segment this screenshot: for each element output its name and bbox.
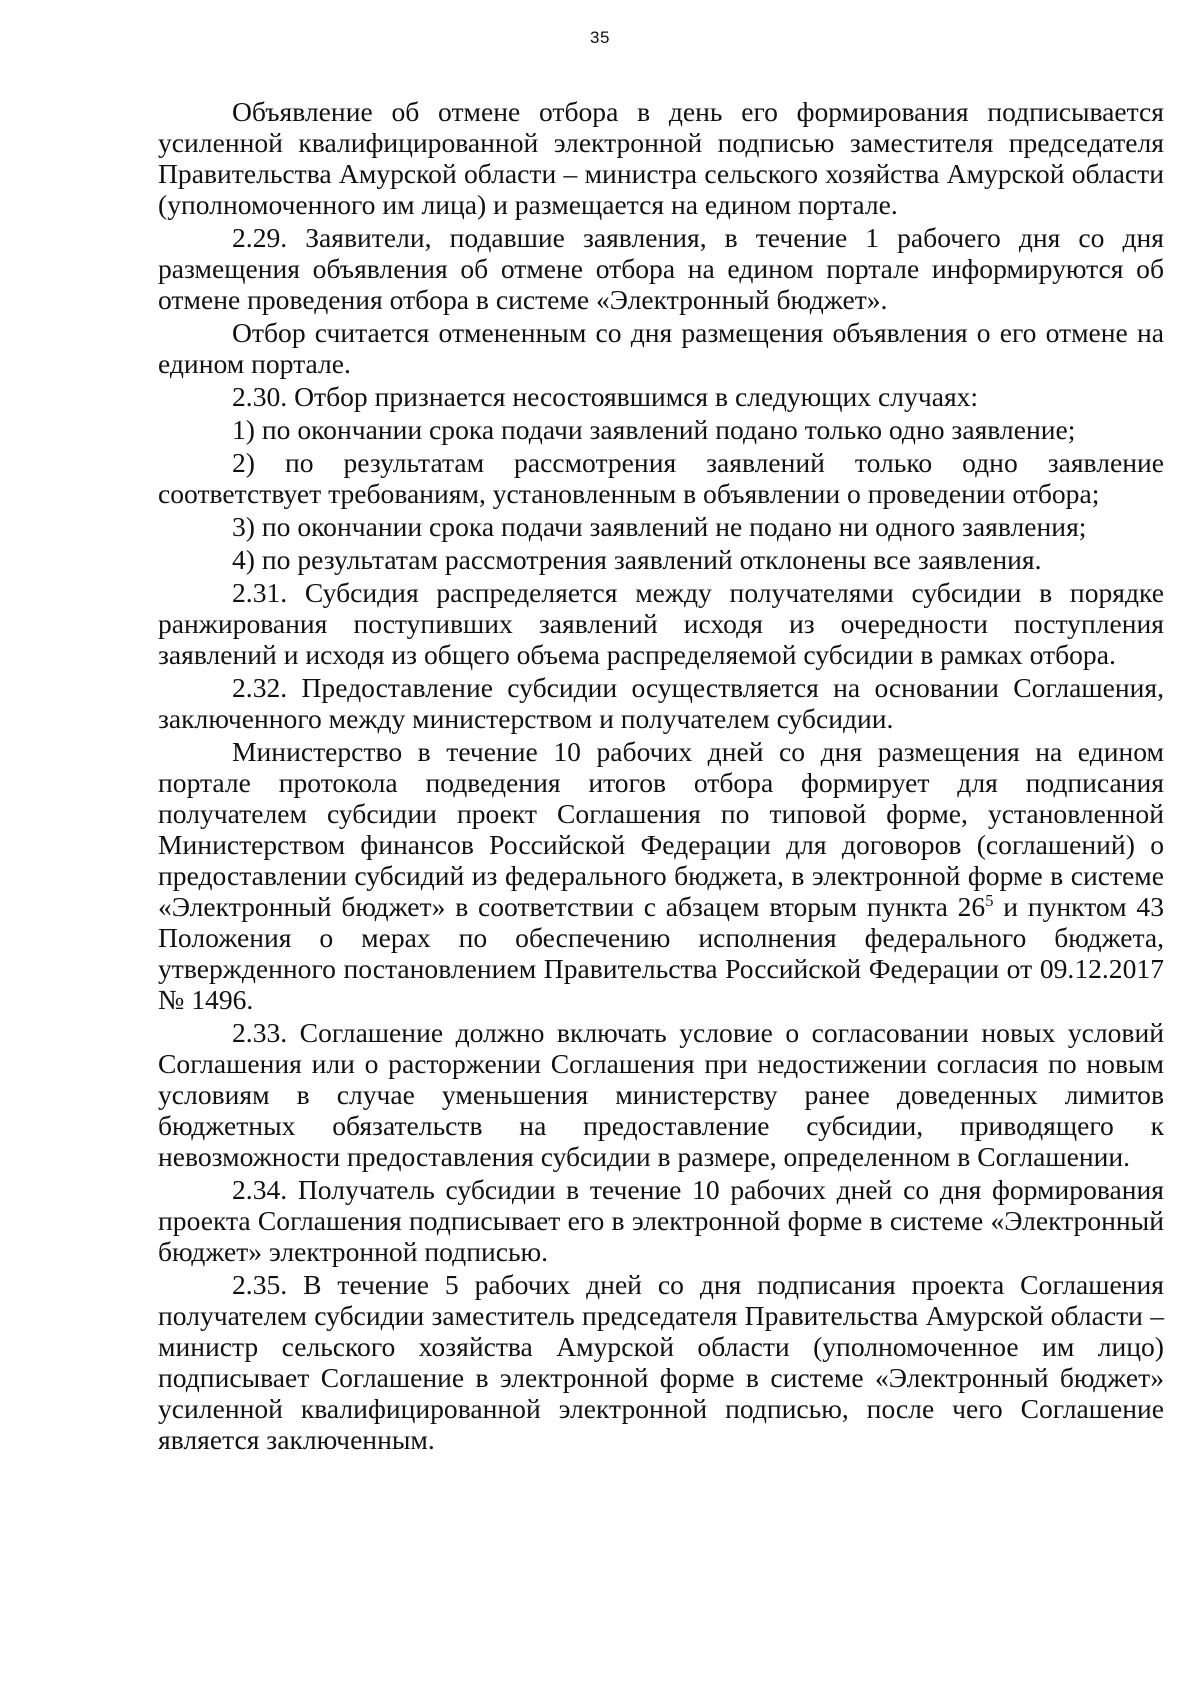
paragraph-selection-cancelled: Отбор считается отмененным со дня размещения объявления о его отмене на едином портале. <box>158 317 1164 379</box>
list-item-1: 1) по окончании срока подачи заявлений подано только одно заявление; <box>232 414 1076 445</box>
page-number: 35 <box>590 28 610 47</box>
paragraph-cancellation-signature: Объявление об отмене отбора в день его формирования подписывается усиленной квалифицированной электронной подписью заместителя председателя Правительства Амурской области – министра сельского хозяйства Амурской области (уполномоченного им лица) и размещается на едином портале. <box>158 96 1164 220</box>
paragraph-text-before-footnote: Министерство в течение 10 рабочих дней со дня размещения на едином портале протокола подведения итогов отбора формирует для подписания получателем субсидии проект Соглашения по типовой форме, установленной Министерством финансов Российской Федерации для договоров (соглашений) о предоставлении субсидий из федерального бюджета, в электронной форме в системе «Электронный бюджет» в соответствии с абзацем вторым пункта 26 <box>158 736 1164 922</box>
list-item-3: 3) по окончании срока подачи заявлений не подано ни одного заявления; <box>232 511 1087 542</box>
paragraph-2-32: 2.32. Предоставление субсидии осуществляется на основании Соглашения, заключенного между министерством и получателем субсидии. <box>158 672 1164 734</box>
list-item-4: 4) по результатам рассмотрения заявлений отклонены все заявления. <box>232 544 1042 575</box>
paragraph-2-29: 2.29. Заявители, подавшие заявления, в течение 1 рабочего дня со дня размещения объявления об отмене отбора на едином портале информируются об отмене проведения отбора в системе «Электронный бюджет». <box>158 222 1164 315</box>
paragraph-2-35: 2.35. В течение 5 рабочих дней со дня подписания проекта Соглашения получателем субсидии заместитель председателя Правительства Амурской области – министр сельского хозяйства Амурской области (уполномоченное им лицо) подписывает Соглашение в электронной форме в системе «Электронный бюджет» усиленной квалифицированной электронной подписью, после чего Соглашение является заключенным. <box>158 1269 1164 1455</box>
paragraph-2-31: 2.31. Субсидия распределяется между получателями субсидии в порядке ранжирования поступивших заявлений исходя из очередности поступления заявлений и исходя из общего объема распределяемой субсидии в рамках отбора. <box>158 577 1164 670</box>
paragraph-2-33: 2.33. Соглашение должно включать условие о согласовании новых условий Соглашения или о расторжении Соглашения при недостижении согласия по новым условиям в случае уменьшения министерству ранее доведенных лимитов бюджетных обязательств на предоставление субсидии, приводящего к невозможности предоставления субсидии в размере, определенном в Соглашении. <box>158 1017 1164 1172</box>
superscript-mark: 5 <box>985 890 994 910</box>
document-body <box>158 96 1164 1455</box>
paragraph-ministry-agreement <box>158 736 1164 1015</box>
paragraph-2-34: 2.34. Получатель субсидии в течение 10 рабочих дней со дня формирования проекта Соглашения подписывает его в электронной форме в системе «Электронный бюджет» электронной подписью. <box>158 1174 1164 1267</box>
paragraph-2-30: 2.30. Отбор признается несостоявшимся в следующих случаях: <box>232 381 979 412</box>
paragraph-text-after-footnote: и пунктом 43 Положения о мерах по обеспечению исполнения федерального бюджета, утвержденного постановлением Правительства Российской Федерации от 09.12.2017 № 1496. <box>158 891 1164 1015</box>
list-item-2: 2) по результатам рассмотрения заявлений только одно заявление соответствует требованиям, установленным в объявлении о проведении отбора; <box>158 447 1164 509</box>
